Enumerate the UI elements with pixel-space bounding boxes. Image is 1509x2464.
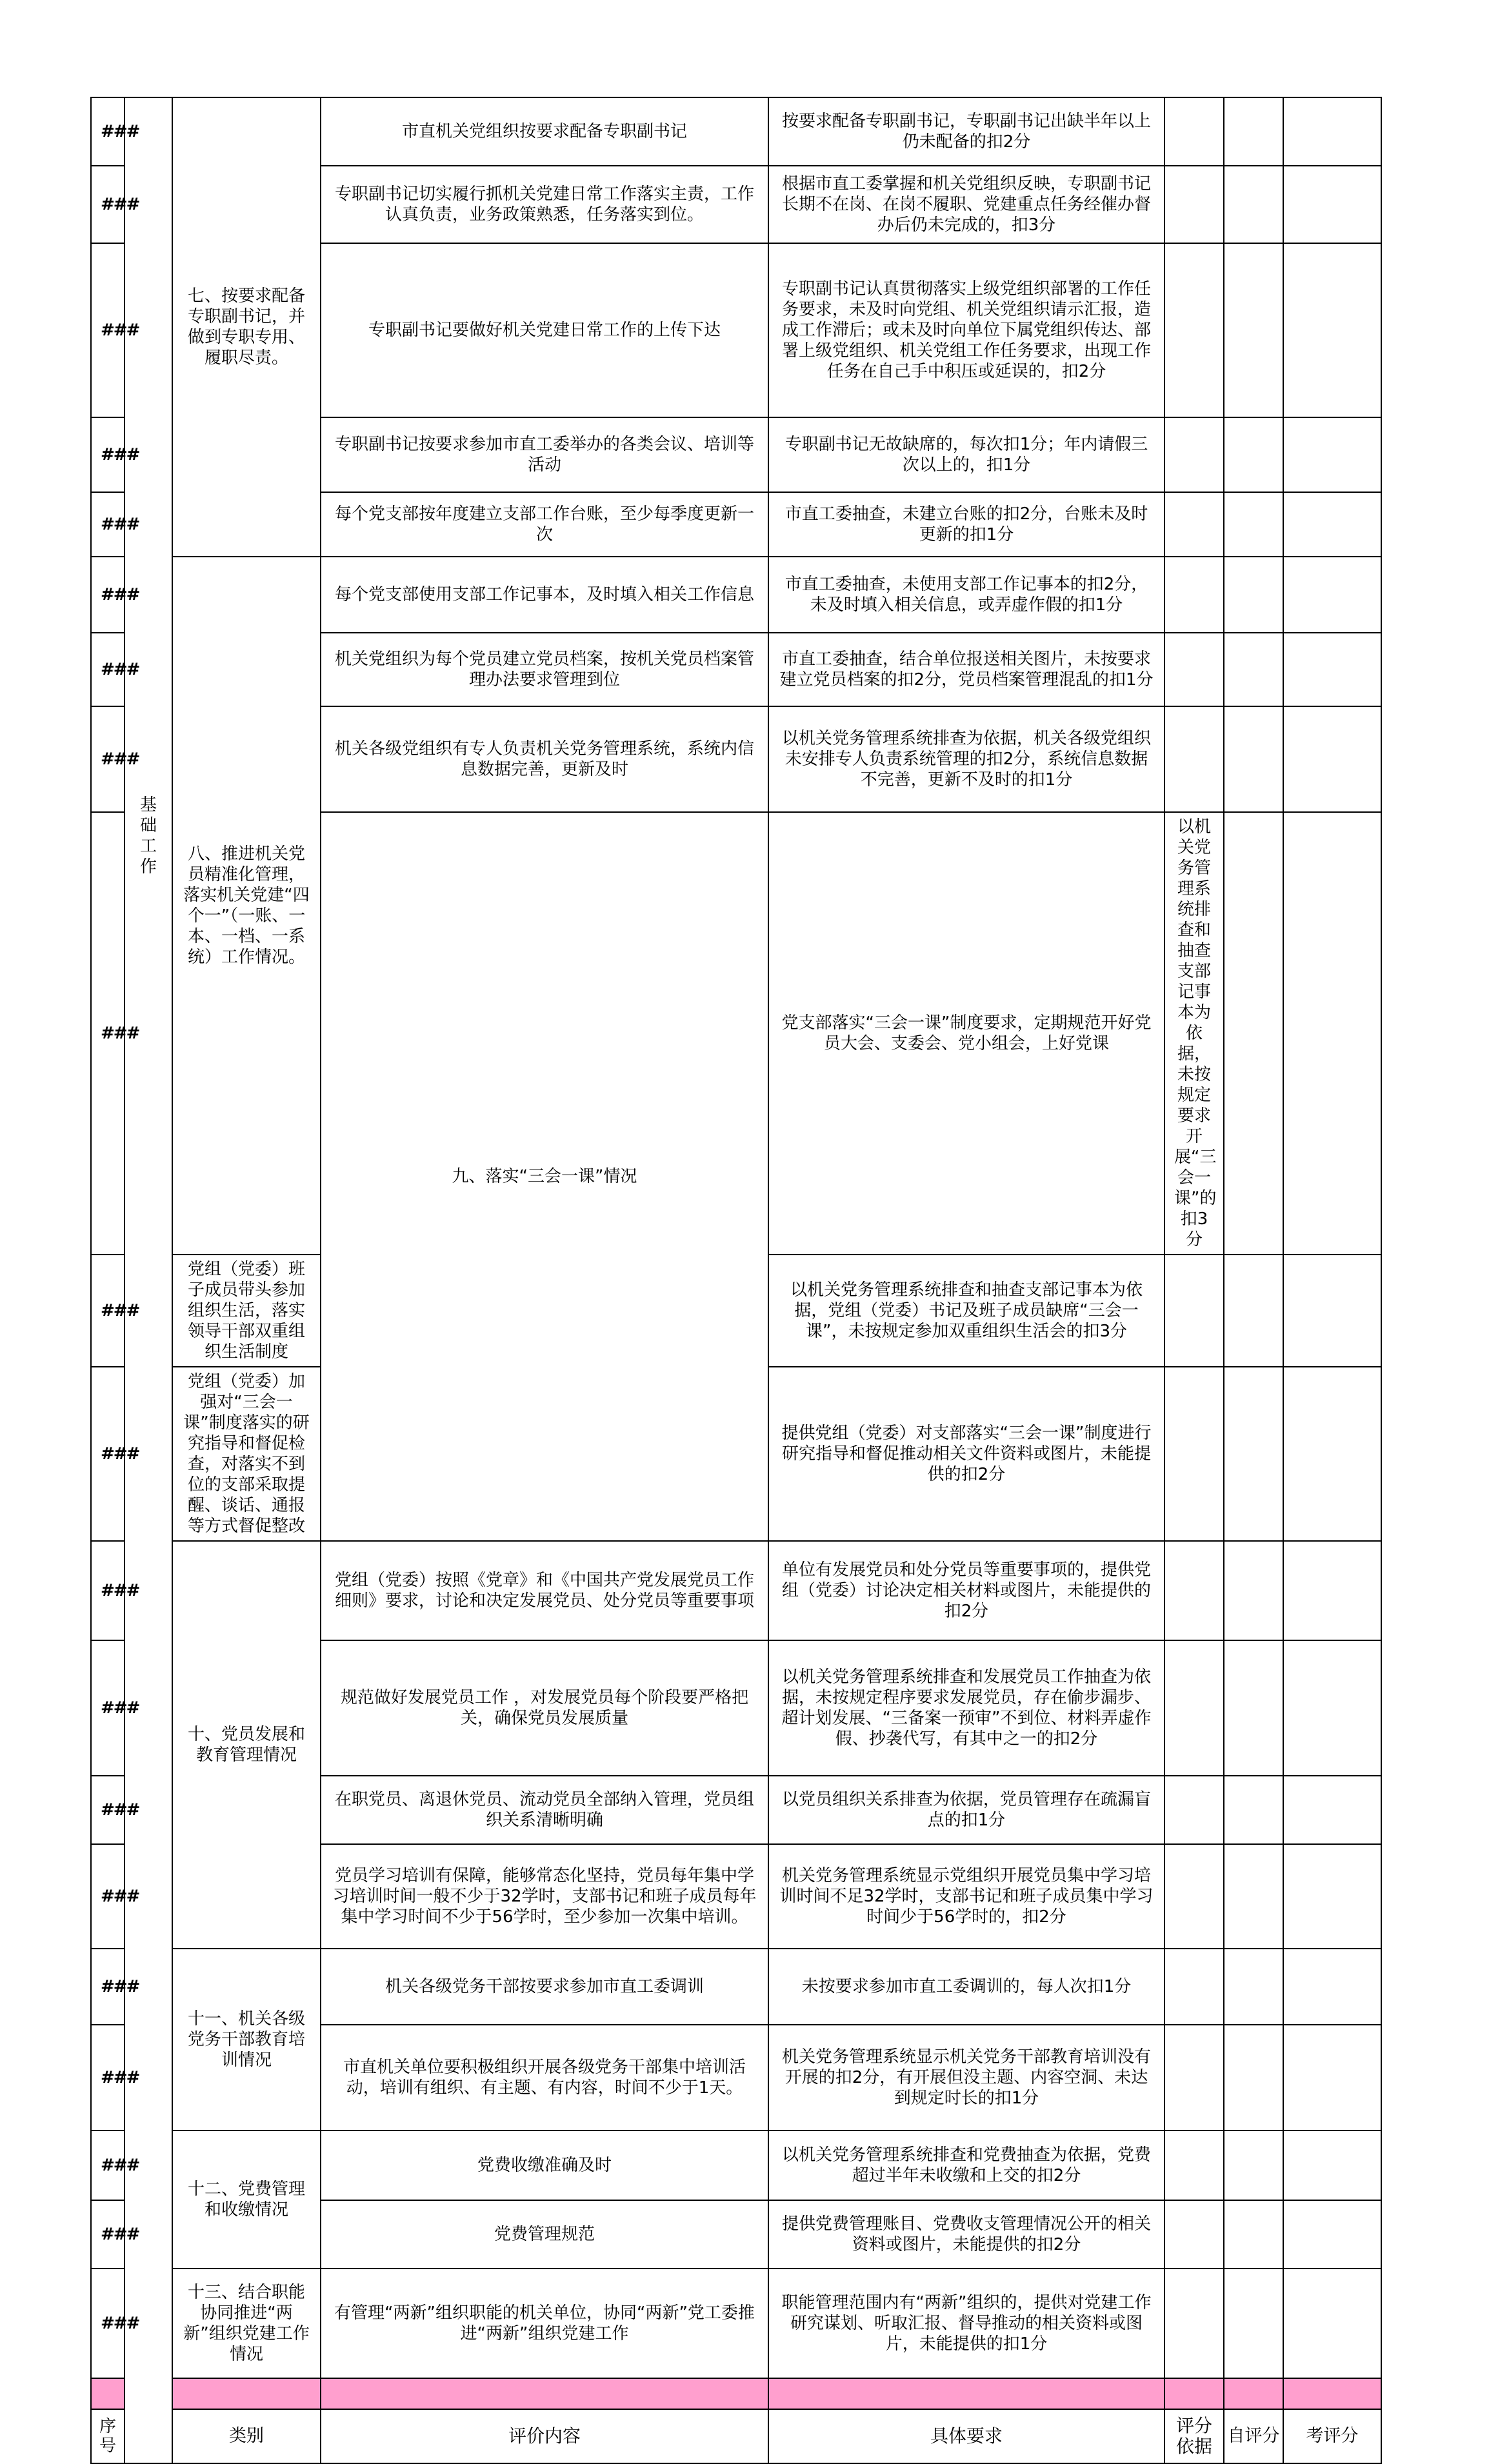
row-seq: ### [91, 417, 125, 492]
pink-cell [91, 2378, 125, 2409]
check-score-cell[interactable] [1224, 1255, 1283, 1367]
self-score-cell[interactable] [1164, 706, 1224, 812]
row-seq: ### [91, 1776, 125, 1844]
remarks-cell[interactable] [1283, 557, 1381, 633]
basis-cell: 按要求配备专职副书记，专职副书记出缺半年以上仍未配备的扣2分 [768, 97, 1164, 166]
basis-cell: 以机关党务管理系统排查和抽查支部记事本为依据，党组（党委）书记及班子成员缺席“三会一课”，未按规定参加双重组织生活会的扣3分 [768, 1255, 1164, 1367]
basis-cell: 以机关党务管理系统排查和抽查支部记事本为依据，未按规定要求开展“三会一课”的扣3分 [1164, 812, 1224, 1255]
check-score-cell[interactable] [1224, 97, 1283, 166]
requirement-cell: 机关各级党组织有专人负责机关党务管理系统，系统内信息数据完善，更新及时 [321, 706, 768, 812]
pink-cell [1283, 2378, 1381, 2409]
requirement-cell: 在职党员、离退休党员、流动党员全部纳入管理，党员组织关系清晰明确 [321, 1776, 768, 1844]
basis-cell: 提供党费管理账目、党费收支管理情况公开的相关资料或图片，未能提供的扣2分 [768, 2200, 1164, 2269]
table-row [91, 557, 1381, 633]
self-score-cell[interactable] [1164, 1541, 1224, 1640]
remarks-cell[interactable] [1283, 1541, 1381, 1640]
row-seq: ### [91, 2131, 125, 2200]
check-score-cell[interactable] [1224, 1776, 1283, 1844]
requirement-cell: 党组（党委）班子成员带头参加组织生活，落实领导干部双重组织生活制度 [172, 1255, 321, 1367]
table-row [91, 2131, 1381, 2200]
basis-cell: 单位有发展党员和处分党员等重要事项的，提供党组（党委）讨论决定相关材料或图片，未能提供的扣2分 [768, 1541, 1164, 1640]
requirement-cell: 每个党支部使用支部工作记事本，及时填入相关工作信息 [321, 557, 768, 633]
self-score-cell[interactable] [1164, 2269, 1224, 2378]
pink-cell [321, 2378, 768, 2409]
header-check-score: 考评分 [1283, 2409, 1381, 2463]
eval-content-item7: 七、按要求配备专职副书记，并做到专职专用、履职尽责。 [172, 97, 321, 557]
basis-cell: 未按要求参加市直工委调训的，每人次扣1分 [768, 1949, 1164, 2025]
row-seq: ### [91, 706, 125, 812]
self-score-cell[interactable] [1164, 2131, 1224, 2200]
eval-content-item11: 十一、机关各级党务干部教育培训情况 [172, 1949, 321, 2131]
self-score-cell[interactable] [1164, 1255, 1224, 1367]
requirement-cell: 专职副书记要做好机关党建日常工作的上传下达 [321, 243, 768, 417]
header-basis: 评分依据 [1164, 2409, 1224, 2463]
requirement-cell: 机关各级党务干部按要求参加市直工委调训 [321, 1949, 768, 2025]
self-score-cell[interactable] [1224, 812, 1283, 1255]
check-score-cell[interactable] [1224, 2131, 1283, 2200]
basis-cell: 提供党组（党委）对支部落实“三会一课”制度进行研究指导和督促推动相关文件资料或图片，未能提供的扣2分 [768, 1367, 1164, 1541]
basis-cell: 以机关党务管理系统排查为依据，机关各级党组织未安排专人负责系统管理的扣2分，系统信息数据不完善，更新不及时的扣1分 [768, 706, 1164, 812]
row-seq: ### [91, 812, 125, 1255]
check-score-cell[interactable] [1224, 1949, 1283, 2025]
self-score-cell[interactable] [1164, 1367, 1224, 1541]
check-score-cell[interactable] [1283, 812, 1381, 1255]
row-seq: ### [91, 1640, 125, 1776]
evaluation-table [90, 97, 1382, 2464]
self-score-cell[interactable] [1164, 492, 1224, 557]
header-seq: 序号 [91, 2409, 125, 2463]
check-score-cell[interactable] [1224, 2269, 1283, 2378]
table-row [91, 1541, 1381, 1640]
header-self-score: 自评分 [1224, 2409, 1283, 2463]
requirement-cell: 市直机关单位要积极组织开展各级党务干部集中培训活动，培训有组织、有主题、有内容，时间不少于1天。 [321, 2025, 768, 2131]
basis-cell: 市直工委抽查，未建立台账的扣2分，台账未及时更新的扣1分 [768, 492, 1164, 557]
remarks-cell[interactable] [1283, 166, 1381, 243]
basis-cell: 以机关党务管理系统排查和党费抽查为依据，党费超过半年未收缴和上交的扣2分 [768, 2131, 1164, 2200]
remarks-cell[interactable] [1283, 492, 1381, 557]
self-score-cell[interactable] [1164, 1844, 1224, 1949]
row-seq: ### [91, 1367, 125, 1541]
self-score-cell[interactable] [1164, 2200, 1224, 2269]
requirement-cell: 党费管理规范 [321, 2200, 768, 2269]
row-seq: ### [91, 243, 125, 417]
header-eval-content: 评价内容 [321, 2409, 768, 2463]
remarks-cell[interactable] [1283, 243, 1381, 417]
pink-cell [1164, 2378, 1224, 2409]
basis-cell: 专职副书记无故缺席的，每次扣1分；年内请假三次以上的，扣1分 [768, 417, 1164, 492]
self-score-cell[interactable] [1164, 557, 1224, 633]
requirement-cell: 规范做好发展党员工作 ，对发展党员每个阶段要严格把关，确保党员发展质量 [321, 1640, 768, 1776]
row-seq: ### [91, 166, 125, 243]
row-seq: ### [91, 633, 125, 706]
header-row [91, 2409, 1381, 2463]
requirement-cell: 党费收缴准确及时 [321, 2131, 768, 2200]
category-label: 基础工作 [139, 795, 157, 877]
self-score-cell[interactable] [1164, 1949, 1224, 2025]
row-seq: ### [91, 1949, 125, 2025]
table-row [91, 1949, 1381, 2025]
check-score-cell[interactable] [1224, 2025, 1283, 2131]
self-score-cell[interactable] [1164, 166, 1224, 243]
row-seq: ### [91, 557, 125, 633]
requirement-cell: 专职副书记按要求参加市直工委举办的各类会议、培训等活动 [321, 417, 768, 492]
requirement-cell: 市直机关党组织按要求配备专职副书记 [321, 97, 768, 166]
remarks-cell[interactable] [1283, 1255, 1381, 1367]
requirement-cell: 专职副书记切实履行抓机关党建日常工作落实主责，工作认真负责，业务政策熟悉，任务落实到位。 [321, 166, 768, 243]
eval-content-item13: 十三、结合职能协同推进“两新”组织党建工作情况 [172, 2269, 321, 2378]
basis-cell: 市直工委抽查，结合单位报送相关图片，未按要求建立党员档案的扣2分，党员档案管理混乱的扣1分 [768, 633, 1164, 706]
row-seq: ### [91, 1844, 125, 1949]
check-score-cell[interactable] [1224, 492, 1283, 557]
requirement-cell: 党组（党委）按照《党章》和《中国共产党发展党员工作细则》要求，讨论和决定发展党员、处分党员等重要事项 [321, 1541, 768, 1640]
requirement-cell: 机关党组织为每个党员建立党员档案，按机关党员档案管理办法要求管理到位 [321, 633, 768, 706]
table-row [91, 97, 1381, 166]
remarks-cell[interactable] [1283, 97, 1381, 166]
remarks-cell[interactable] [1283, 706, 1381, 812]
check-score-cell[interactable] [1224, 1640, 1283, 1776]
remarks-cell[interactable] [1283, 1776, 1381, 1844]
basis-cell: 机关党务管理系统显示党组织开展党员集中学习培训时间不足32学时，支部书记和班子成员集中学习时间少于56学时的，扣2分 [768, 1844, 1164, 1949]
check-score-cell[interactable] [1224, 243, 1283, 417]
remarks-cell[interactable] [1283, 2269, 1381, 2378]
remarks-cell[interactable] [1283, 1640, 1381, 1776]
highlight-row [91, 2378, 1381, 2409]
remarks-cell[interactable] [1283, 2200, 1381, 2269]
eval-content-item10: 十、党员发展和教育管理情况 [172, 1541, 321, 1949]
basis-cell: 以党员组织关系排查为依据，党员管理存在疏漏盲点的扣1分 [768, 1776, 1164, 1844]
check-score-cell[interactable] [1224, 417, 1283, 492]
header-category: 类别 [172, 2409, 321, 2463]
row-seq: ### [91, 1255, 125, 1367]
row-seq: ### [91, 492, 125, 557]
row-seq: ### [91, 1541, 125, 1640]
eval-content-item8: 八、推进机关党员精准化管理，落实机关党建“四个一”（一账、一本、一档、一系统）工作情况。 [172, 557, 321, 1255]
requirement-cell: 党员学习培训有保障，能够常态化坚持，党员每年集中学习培训时间一般不少于32学时，支部书记和班子成员每年集中学习时间不少于56学时，至少参加一次集中培训。 [321, 1844, 768, 1949]
self-score-cell[interactable] [1164, 2025, 1224, 2131]
check-score-cell[interactable] [1224, 1367, 1283, 1541]
basis-cell: 以机关党务管理系统排查和发展党员工作抽查为依据，未按规定程序要求发展党员，存在偷步漏步、超计划发展、“三备案一预审”不到位、材料弄虚作假、抄袭代写，有其中之一的扣2分 [768, 1640, 1164, 1776]
row-seq: ### [91, 97, 125, 166]
self-score-cell[interactable] [1164, 1640, 1224, 1776]
basis-cell: 职能管理范围内有“两新”组织的，提供对党建工作研究谋划、听取汇报、督导推动的相关资料或图片，未能提供的扣1分 [768, 2269, 1164, 2378]
check-score-cell[interactable] [1224, 557, 1283, 633]
row-seq: ### [91, 2025, 125, 2131]
requirement-cell: 每个党支部按年度建立支部工作台账，至少每季度更新一次 [321, 492, 768, 557]
remarks-cell[interactable] [1283, 2131, 1381, 2200]
remarks-cell[interactable] [1283, 1949, 1381, 2025]
self-score-cell[interactable] [1164, 417, 1224, 492]
check-score-cell[interactable] [1224, 633, 1283, 706]
remarks-cell[interactable] [1283, 2025, 1381, 2131]
remarks-cell[interactable] [1283, 417, 1381, 492]
check-score-cell[interactable] [1224, 706, 1283, 812]
basis-cell: 专职副书记认真贯彻落实上级党组织部署的工作任务要求，未及时向党组、机关党组织请示汇报，造成工作滞后；或未及时向单位下属党组织传达、部署上级党组织、机关党组工作任务要求，出现工作任务在自己手中积压或延误的，扣2分 [768, 243, 1164, 417]
self-score-cell[interactable] [1164, 243, 1224, 417]
self-score-cell[interactable] [1164, 97, 1224, 166]
pink-cell [172, 2378, 321, 2409]
requirement-cell: 党支部落实“三会一课”制度要求，定期规范开好党员大会、支委会、党小组会，上好党课 [768, 812, 1164, 1255]
header-requirement: 具体要求 [768, 2409, 1164, 2463]
remarks-cell[interactable] [1283, 633, 1381, 706]
pink-cell [768, 2378, 1164, 2409]
row-seq: ### [91, 2200, 125, 2269]
basis-cell: 机关党务管理系统显示机关党务干部教育培训没有开展的扣2分，有开展但没主题、内容空洞、未达到规定时长的扣1分 [768, 2025, 1164, 2131]
requirement-cell: 党组（党委）加强对“三会一课”制度落实的研究指导和督促检查，对落实不到位的支部采取提醒、谈话、通报等方式督促整改 [172, 1367, 321, 1541]
table-row [91, 2269, 1381, 2378]
remarks-cell[interactable] [1283, 1844, 1381, 1949]
eval-content-item12: 十二、党费管理和收缴情况 [172, 2131, 321, 2269]
pink-cell [1224, 2378, 1283, 2409]
requirement-cell: 有管理“两新”组织职能的机关单位，协同“两新”党工委推进“两新”组织党建工作 [321, 2269, 768, 2378]
self-score-cell[interactable] [1164, 1776, 1224, 1844]
remarks-cell[interactable] [1283, 1367, 1381, 1541]
check-score-cell[interactable] [1224, 1541, 1283, 1640]
row-seq: ### [91, 2269, 125, 2378]
basis-cell: 市直工委抽查，未使用支部工作记事本的扣2分，未及时填入相关信息，或弄虚作假的扣1分 [768, 557, 1164, 633]
eval-content-item9: 九、落实“三会一课”情况 [321, 812, 768, 1541]
basis-cell: 根据市直工委掌握和机关党组织反映，专职副书记长期不在岗、在岗不履职、党建重点任务经催办督办后仍未完成的，扣3分 [768, 166, 1164, 243]
check-score-cell[interactable] [1224, 166, 1283, 243]
check-score-cell[interactable] [1224, 1844, 1283, 1949]
self-score-cell[interactable] [1164, 633, 1224, 706]
check-score-cell[interactable] [1224, 2200, 1283, 2269]
